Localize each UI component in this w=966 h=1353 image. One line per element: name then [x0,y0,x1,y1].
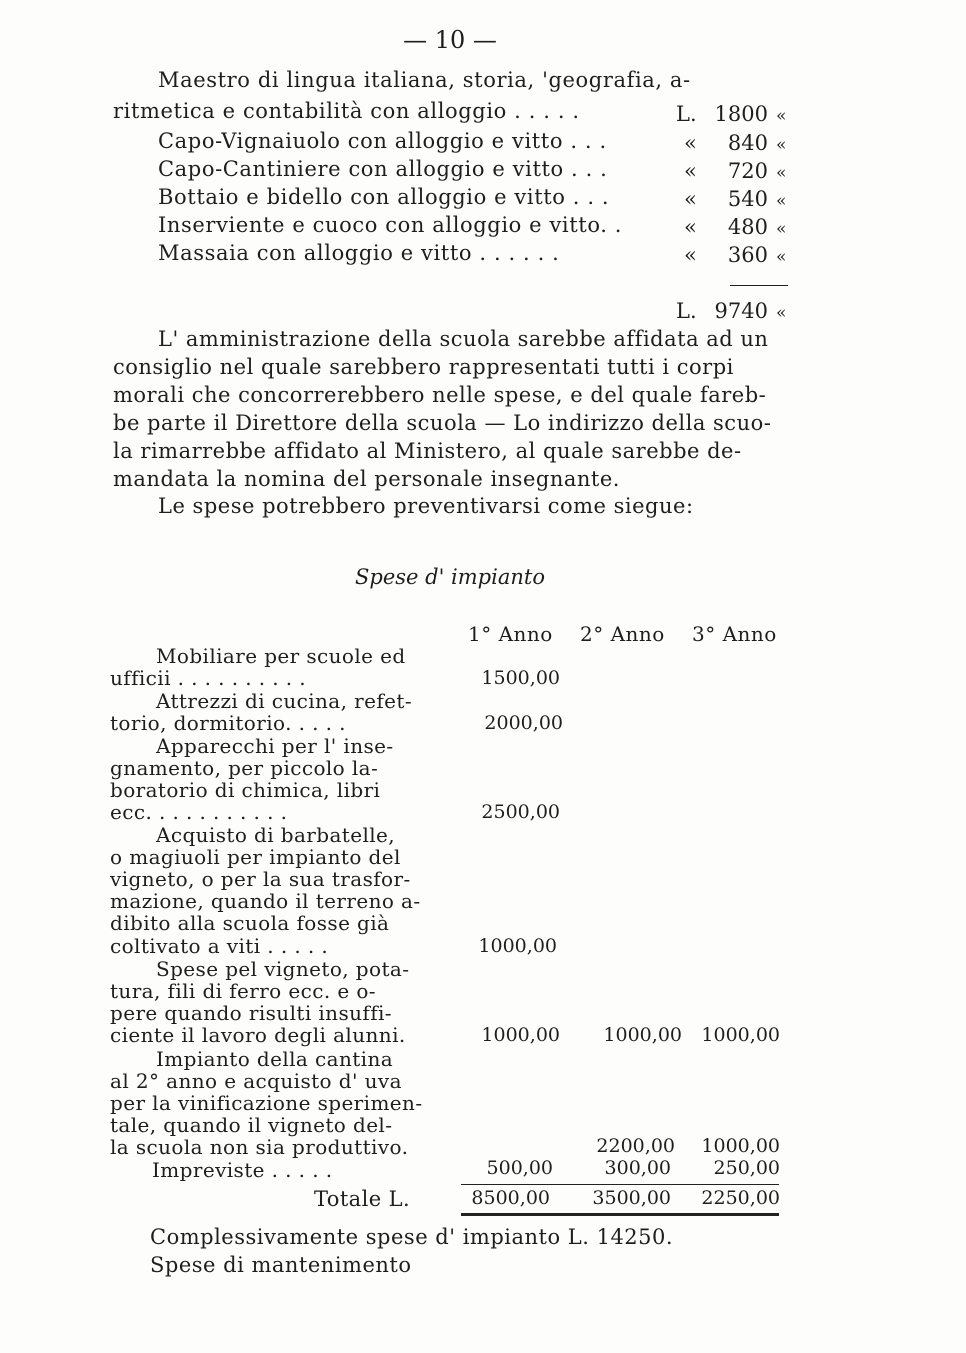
expense-item-line: vigneto, o per la sua trasfor- [110,867,411,891]
salary-amount: 480 [727,215,768,239]
section-title: Spese d' impianto [355,565,545,589]
expense-item-line: dibito alla scuola fosse già [110,911,390,935]
expense-item-line: ufficii . . . . . . . . . . [110,666,307,690]
total-year3: 2250,00 [701,1187,780,1209]
salary-label-line: Capo-Cantiniere con alloggio e vitto . . . [158,157,608,181]
salary-amount: 840 [727,131,768,155]
salary-currency: L. [676,102,697,126]
expense-item-line: coltivato a viti . . . . . [110,934,329,958]
salary-ditto-mark: « [776,106,787,126]
expense-item-line: o magiuoli per impianto del [110,845,401,869]
expense-item-line: mazione, quando il terreno a- [110,889,421,913]
expense-item-line: gnamento, per piccolo la- [110,756,379,780]
salary-ditto-mark: « [776,219,787,239]
salary-amount: 1800 [714,102,768,126]
salary-amount: 720 [727,159,768,183]
salary-ditto-mark: « [776,303,787,323]
year1-value: 500,00 [486,1157,553,1179]
salary-label-line: Inserviente e cuoco con alloggio e vitto. . [158,213,623,237]
paragraph-line: mandata la nomina del personale insegnante. [113,467,620,491]
year-header: 1° Anno [468,622,553,646]
salary-label-line: Capo-Vignaiuolo con alloggio e vitto . . . [158,129,607,153]
expense-item-line: boratorio di chimica, libri [110,778,381,802]
salary-amount: 540 [727,187,768,211]
salary-label-line: Bottaio e bidello con alloggio e vitto . . . [158,185,610,209]
paragraph-line: la rimarrebbe affidato al Ministero, al quale sarebbe de- [113,439,742,463]
year1-value: 1500,00 [481,667,560,689]
salary-total-currency: L. [676,299,697,323]
expense-item-line: tura, fili di ferro ecc. e o- [110,979,376,1003]
salary-label-line: ritmetica e contabilità con alloggio . . . . . [113,99,580,123]
expense-item-line: Acquisto di barbatelle, [156,823,396,847]
paragraph-line: Le spese potrebbero preventivarsi come siegue: [158,494,694,518]
expense-item-line: Apparecchi per l' inse- [156,734,394,758]
salary-currency: « [684,159,697,183]
paragraph-line: morali che concorrerebbero nelle spese, e del quale fareb- [113,383,767,407]
summary-line: Complessivamente spese d' impianto L. 14250. [150,1225,674,1249]
expense-item-line: la scuola non sia produttivo. [110,1135,409,1159]
expense-item-line: Impianto della cantina [156,1047,394,1071]
year1-value: 2000,00 [484,712,563,734]
year-header: 2° Anno [580,622,665,646]
year3-value: 1000,00 [701,1024,780,1046]
page-number: — 10 — [403,26,497,54]
salary-label-line: Maestro di lingua italiana, storia, 'geografia, a- [158,68,691,92]
expense-item-line: Attrezzi di cucina, refet- [156,689,412,713]
year1-value: 1000,00 [481,1024,560,1046]
salary-ditto-mark: « [776,135,787,155]
totals-label: Totale L. [314,1187,411,1211]
expense-item-line: ecc. . . . . . . . . . . [110,800,288,824]
year2-value: 2200,00 [596,1135,675,1157]
expense-item-line: Impreviste . . . . . [152,1158,333,1182]
year2-value: 300,00 [604,1157,671,1179]
salary-currency: « [684,243,697,267]
salary-total-amount: 9740 [714,299,768,323]
expense-item-line: tale, quando il vigneto del- [110,1113,393,1137]
salary-ditto-mark: « [776,163,787,183]
salary-currency: « [684,187,697,211]
year1-value: 1000,00 [478,935,557,957]
totals-rule [461,1184,779,1185]
paragraph-line: consiglio nel quale sarebbero rappresentati tutti i corpi [113,355,734,379]
paragraph-line: L' amministrazione della scuola sarebbe affidata ad un [158,327,769,351]
expense-item-line: Mobiliare per scuole ed [156,644,406,668]
year3-value: 250,00 [713,1157,780,1179]
total-year1: 8500,00 [471,1187,550,1209]
salary-label-line: Massaia con alloggio e vitto . . . . . . [158,241,560,265]
expense-item-line: per la vinificazione sperimen- [110,1091,423,1115]
expense-item-line: torio, dormitorio. . . . . [110,711,346,735]
total-year2: 3500,00 [592,1187,671,1209]
totals-double-rule [461,1213,779,1216]
expense-item-line: ciente il lavoro degli alunni. [110,1023,406,1047]
expense-item-line: pere quando risulti insuffi- [110,1001,392,1025]
next-section-heading: Spese di mantenimento [150,1253,412,1277]
salary-currency: « [684,131,697,155]
expense-item-line: Spese pel vigneto, pota- [156,957,410,981]
salary-ditto-mark: « [776,191,787,211]
sum-rule [730,285,788,286]
salary-ditto-mark: « [776,247,787,267]
year-header: 3° Anno [692,622,777,646]
year2-value: 1000,00 [603,1024,682,1046]
year3-value: 1000,00 [701,1135,780,1157]
expense-item-line: al 2° anno e acquisto d' uva [110,1069,402,1093]
salary-currency: « [684,215,697,239]
paragraph-line: be parte il Direttore della scuola — Lo indirizzo della scuo- [113,411,772,435]
year1-value: 2500,00 [481,801,560,823]
salary-amount: 360 [727,243,768,267]
